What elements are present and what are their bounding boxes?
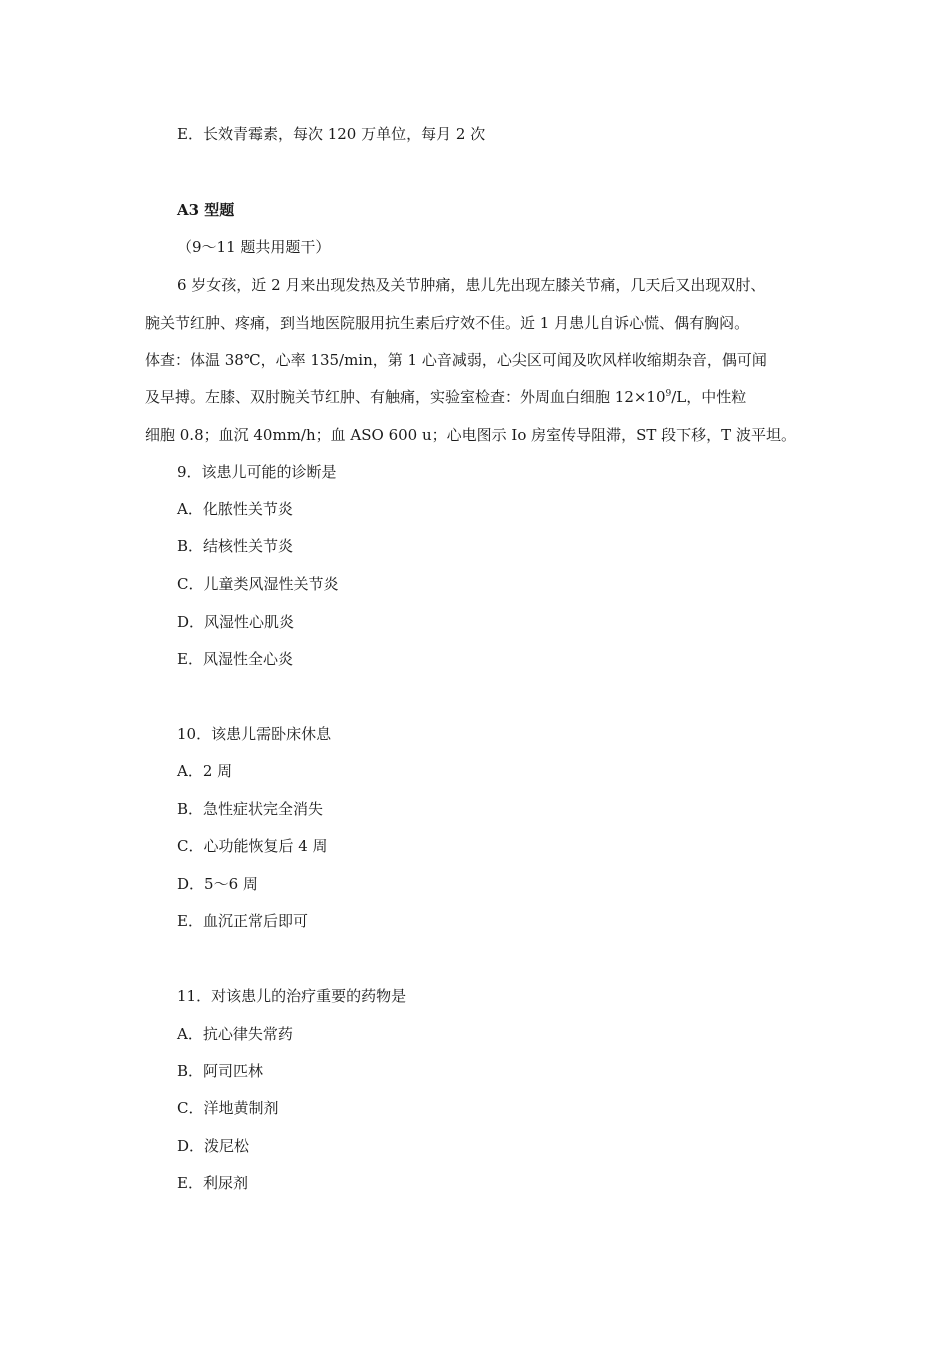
option: C．心功能恢复后 4 周 xyxy=(177,837,328,855)
option: A．化脓性关节炎 xyxy=(177,500,293,518)
shared-stem-note: （9～11 题共用题干） xyxy=(177,238,331,256)
question-stem: 11．对该患儿的治疗重要的药物是 xyxy=(177,987,407,1005)
case-line: 体查：体温 38℃，心率 135/min，第 1 心音减弱，心尖区可闻及吹风样收缩期杂音，偶可闻 xyxy=(145,351,767,369)
option: C．儿童类风湿性关节炎 xyxy=(177,575,339,593)
exponent: 9 xyxy=(665,389,672,399)
option: E．风湿性全心炎 xyxy=(177,650,293,668)
option: E．血沉正常后即可 xyxy=(177,912,308,930)
option: A．抗心律失常药 xyxy=(177,1025,293,1043)
option: D．风湿性心肌炎 xyxy=(177,613,295,631)
option: C．洋地黄制剂 xyxy=(177,1099,279,1117)
case-line-text: 及早搏。左膝、双肘腕关节红肿、有触痛，实验室检查：外周血白细胞 12×10 xyxy=(145,388,666,406)
case-line-tail: /L，中性粒 xyxy=(671,388,747,406)
prev-option-e: E．长效青霉素，每次 120 万单位，每月 2 次 xyxy=(177,125,486,143)
option: B．结核性关节炎 xyxy=(177,537,294,555)
option: A．2 周 xyxy=(177,762,233,780)
case-line xyxy=(145,387,746,407)
case-line: 细胞 0.8；血沉 40mm/h；血 ASO 600 u；心电图示 Io 房室传导阻滞，ST 段下移，T 波平坦。 xyxy=(145,426,796,444)
case-line: 6 岁女孩，近 2 月来出现发热及关节肿痛，患儿先出现左膝关节痛，几天后又出现双肘、 xyxy=(177,276,766,294)
question-stem: 10．该患儿需卧床休息 xyxy=(177,725,332,743)
option: D．5～6 周 xyxy=(177,875,258,893)
option: E．利尿剂 xyxy=(177,1174,248,1192)
question-stem: 9．该患儿可能的诊断是 xyxy=(177,463,337,481)
section-title: A3 型题 xyxy=(177,201,235,219)
option: D．泼尼松 xyxy=(177,1137,250,1155)
option: B．急性症状完全消失 xyxy=(177,800,324,818)
option: B．阿司匹林 xyxy=(177,1062,264,1080)
case-line: 腕关节红肿、疼痛，到当地医院服用抗生素后疗效不佳。近 1 月患儿自诉心慌、偶有胸闷。 xyxy=(145,314,750,332)
